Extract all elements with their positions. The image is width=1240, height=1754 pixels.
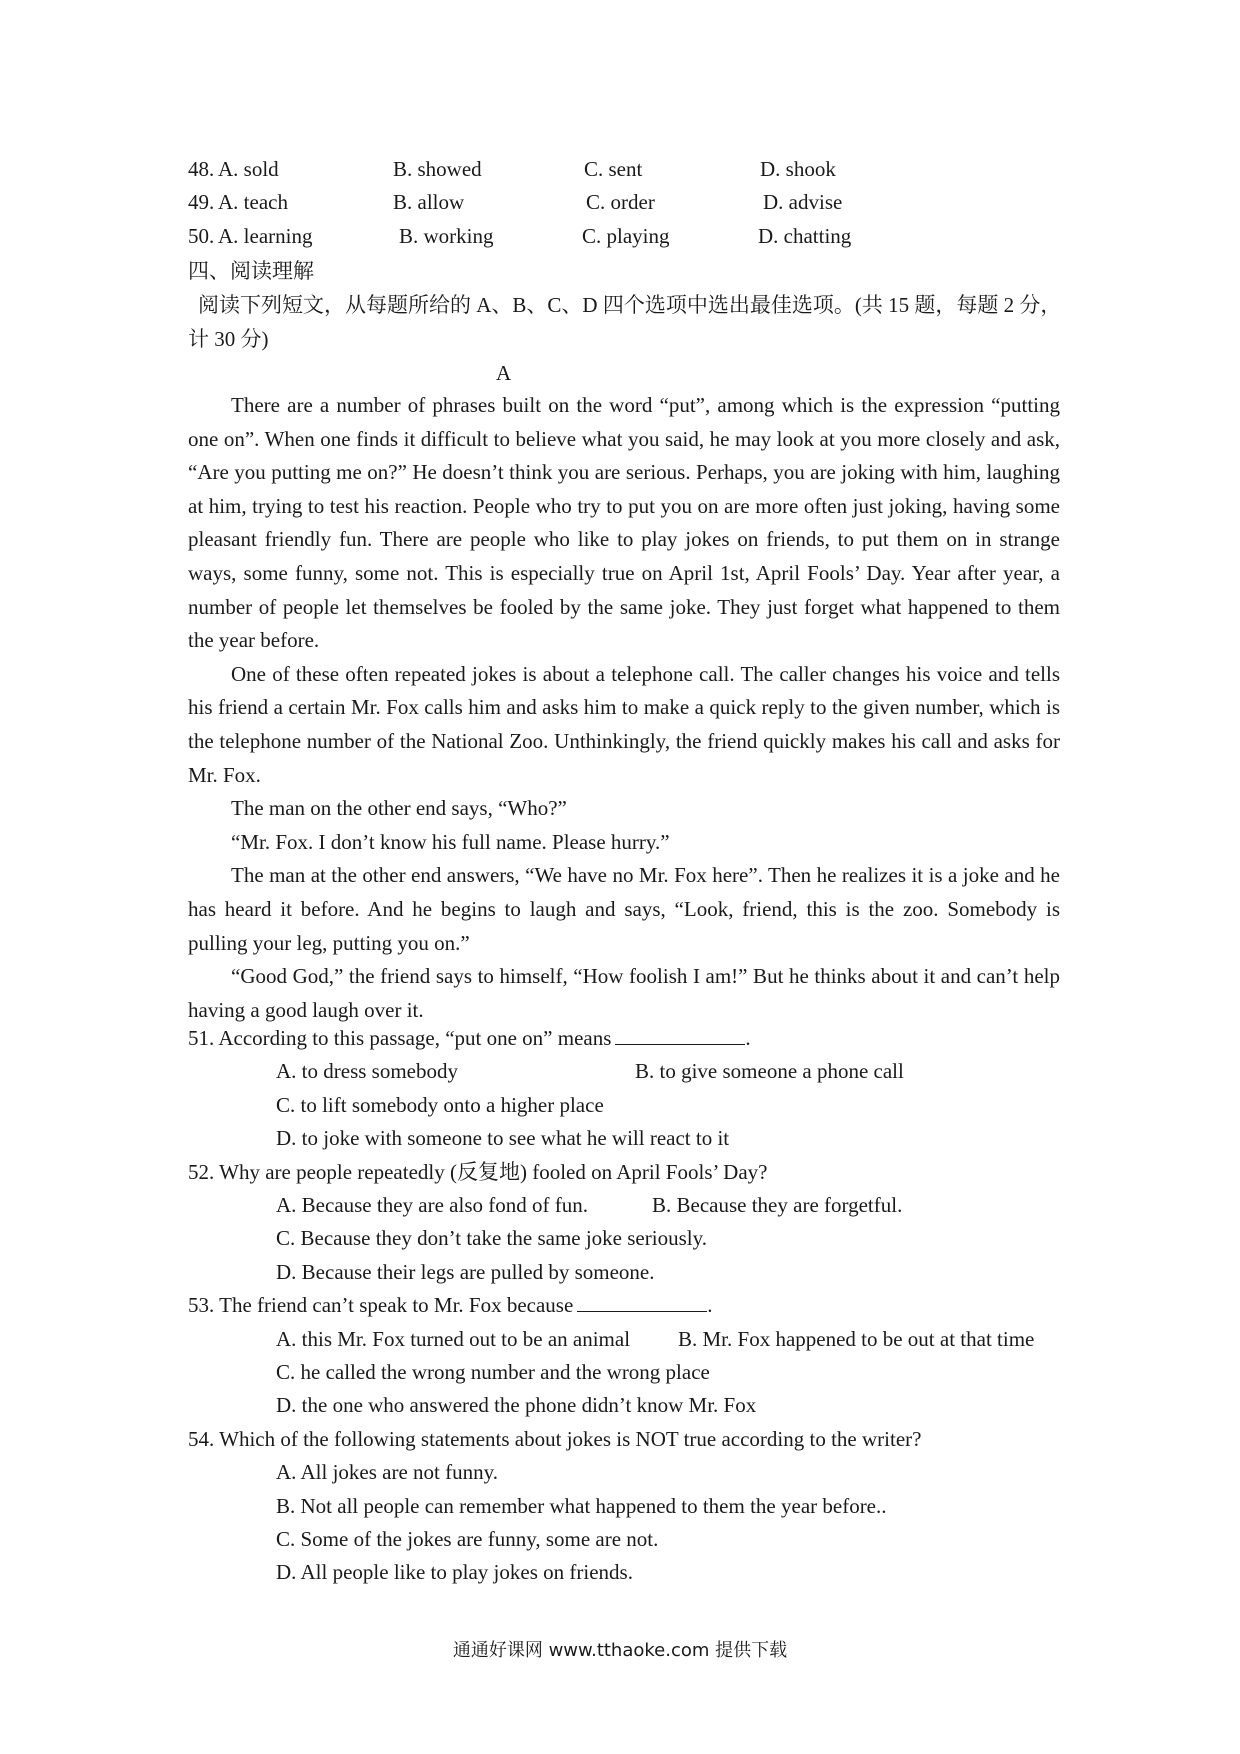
question-stem: 54. Which of the following statements about jokes is NOT true according to the writer? [188, 1426, 922, 1451]
question-stem [188, 1289, 1088, 1322]
choice-48-c: C. sent [584, 157, 643, 181]
answer-blank [577, 1289, 707, 1312]
choice-50-num: 50. [188, 224, 215, 248]
choice-row-50 [188, 221, 1088, 251]
option-c: C. Because they don’t take the same joke seriously. [276, 1226, 707, 1251]
choice-50-d: D. chatting [758, 224, 852, 248]
question-51 [188, 1022, 1088, 1156]
passage-paragraph: One of these often repeated jokes is about a telephone call. The caller changes his voice and tells his friend a certain Mr. Fox calls him and asks him to make a quick reply to the given number, which is the telephone number of the National Zoo. Unthinkingly, the friend quickly makes his call and asks for Mr. Fox. [188, 661, 1060, 787]
question-53 [188, 1289, 1088, 1423]
passage-paragraph: There are a number of phrases built on the word “put”, among which is the expression “putting one on”. When one finds it difficult to believe what you said, he may look at you more closely and ask, “Are you putting me on?” He doesn’t think you are serious. Perhaps, you are joking with him, laughing at him, trying to test his reaction. People who try to put you on are more often just joking, having some pleasant friendly fun. There are people who like to play jokes on friends, to put them on in strange ways, some funny, some not. This is especially true on April 1st, April Fools’ Day. Year after year, a number of people let themselves be fooled by the same joke. They just forget what happened to them the year before. [188, 393, 1060, 653]
option-a: A. to dress somebody [276, 1059, 458, 1084]
choice-row-49 [188, 187, 1088, 217]
option-b: B. Mr. Fox happened to be out at that time [678, 1326, 1035, 1351]
option-a: A. All jokes are not funny. [276, 1460, 499, 1485]
choice-49-num: 49. [188, 190, 215, 214]
question-stem: 52. Why are people repeatedly (反复地) fooled on April Fools’ Day? [188, 1159, 768, 1184]
stem-end: . [707, 1293, 713, 1318]
choice-49-a: A. teach [218, 190, 288, 214]
choice-48-a-text: A. sold [218, 157, 279, 181]
page-footer: 通通好课网 www.tthaoke.com 提供下载 [452, 1640, 788, 1661]
option-pair [188, 1323, 1088, 1356]
section-instructions: 阅读下列短文，从每题所给的 A、B、C、D 四个选项中选出最佳选项。(共 15 题，每题 2 分，计 30 分) [188, 293, 1062, 351]
section-title: 四、阅读理解 [188, 259, 314, 283]
passage-paragraph: The man on the other end says, “Who?” [231, 796, 567, 821]
option-d: D. Because their legs are pulled by someone. [276, 1259, 655, 1284]
option-d: D. All people like to play jokes on friends. [276, 1560, 633, 1585]
passage-paragraph: “Good God,” the friend says to himself, “How foolish I am!” But he thinks about it and can’t help having a good laugh over it. [188, 964, 1060, 1022]
passage-letter: A [496, 361, 512, 385]
option-a: A. this Mr. Fox turned out to be an animal [276, 1326, 631, 1351]
answer-blank [615, 1022, 745, 1045]
question-stem-text: 51. According to this passage, “put one on” means [188, 1026, 612, 1050]
question-54 [188, 1423, 1088, 1590]
choice-48-b: B. showed [393, 157, 482, 181]
passage-paragraph: “Mr. Fox. I don’t know his full name. Please hurry.” [231, 829, 670, 854]
option-b: B. Not all people can remember what happened to them the year before.. [276, 1493, 887, 1518]
option-pair [188, 1189, 1088, 1222]
option-c: C. Some of the jokes are funny, some are not. [276, 1527, 659, 1552]
choice-49-b: B. allow [393, 190, 465, 214]
option-c: C. to lift somebody onto a higher place [276, 1092, 604, 1117]
passage-paragraph: The man at the other end answers, “We have no Mr. Fox here”. Then he realizes it is a joke and he has heard it before. And he begins to laugh and says, “Look, friend, this is the zoo. Somebody is pulling your leg, putting you on.” [188, 863, 1060, 955]
choice-50-b: B. working [399, 224, 494, 248]
option-b: B. Because they are forgetful. [652, 1193, 903, 1218]
choice-50-c: C. playing [582, 224, 670, 248]
question-list [188, 1022, 1088, 1590]
option-pair [188, 1055, 1088, 1088]
option-c: C. he called the wrong number and the wrong place [276, 1360, 710, 1385]
choice-49-d: D. advise [763, 190, 843, 214]
option-d: D. to joke with someone to see what he will react to it [276, 1126, 730, 1151]
question-stem-text: 53. The friend can’t speak to Mr. Fox because [188, 1293, 574, 1318]
option-d: D. the one who answered the phone didn’t know Mr. Fox [276, 1393, 757, 1418]
choice-49-c: C. order [586, 190, 655, 214]
option-a: A. Because they are also fond of fun. [276, 1193, 588, 1218]
choice-48-a: 48. [188, 157, 215, 181]
choice-row-48 [188, 154, 1088, 184]
reading-passage [188, 389, 1060, 1027]
stem-end: . [745, 1026, 751, 1050]
question-stem [188, 1022, 1088, 1055]
question-52 [188, 1156, 1088, 1290]
option-b: B. to give someone a phone call [635, 1059, 904, 1084]
choice-50-a: A. learning [218, 224, 313, 248]
choice-48-d: D. shook [760, 157, 836, 181]
